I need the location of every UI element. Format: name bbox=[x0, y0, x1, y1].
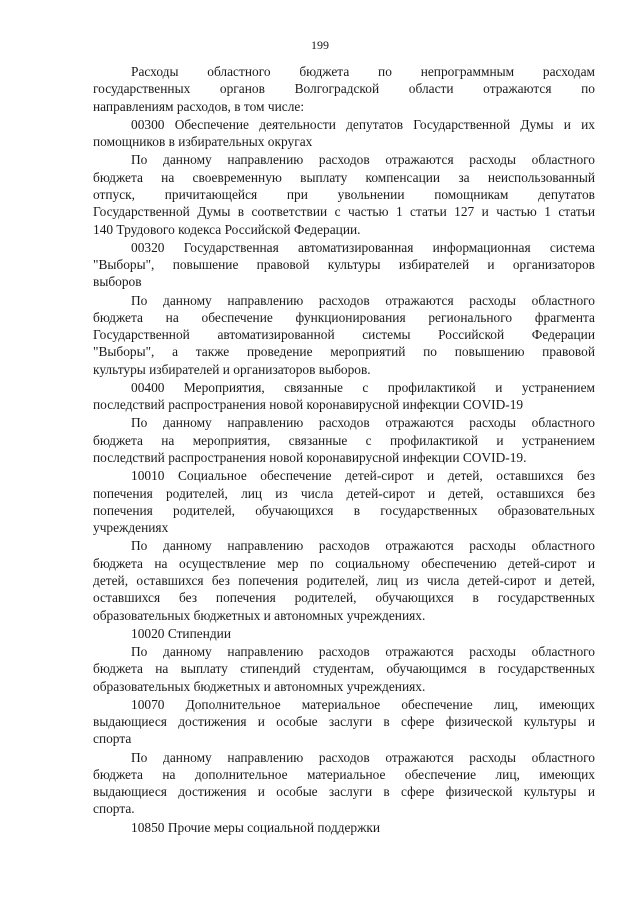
text-line: учреждениях bbox=[93, 520, 169, 536]
text-line: спорта. bbox=[93, 801, 135, 817]
text-line: 00300 Обеспечение деятельности депутатов Государственной Думы и их bbox=[131, 116, 595, 132]
text-line: Государственной Думы в соответствии с частью 1 статьи 127 и частью 1 статьи bbox=[93, 204, 595, 220]
text-line: По данному направлению расходов отражаются расходы областного bbox=[131, 152, 595, 168]
text-line: направлениям расходов, в том числе: bbox=[93, 98, 305, 114]
text-line: По данному направлению расходов отражаются расходы областного bbox=[131, 538, 595, 554]
text-line: 10850 Прочие меры социальной поддержки bbox=[131, 819, 381, 835]
text-line: попечения родителей, лиц из числа детей-сирот и детей, оставшихся без bbox=[93, 485, 595, 501]
text-line: 00400 Мероприятия, связанные с профилактикой и устранением bbox=[131, 379, 595, 395]
text-line: Расходы областного бюджета по непрограммным расходам bbox=[131, 64, 595, 79]
text-line: 10010 Социальное обеспечение детей-сирот и детей, оставшихся без bbox=[131, 468, 595, 484]
text-line: оставшихся без попечения родителей, обучающихся в государственных bbox=[93, 590, 595, 606]
text-line: 00320 Государственная автоматизированная информационная система bbox=[131, 239, 595, 255]
text-line: детей, оставшихся без попечения родителей, лиц из числа детей-сирот и детей, bbox=[93, 572, 595, 588]
text-line: 10070 Дополнительное материальное обеспечение лиц, имеющих bbox=[131, 696, 595, 712]
text-line: последствий распространения новой коронавирусной инфекции COVID-19 bbox=[93, 397, 524, 413]
text-line: "Выборы", повышение правовой культуры избирателей и организаторов bbox=[93, 257, 595, 272]
text-line: бюджета на дополнительное материальное обеспечение лиц, имеющих bbox=[93, 766, 595, 782]
text-line: выдающиеся достижения и особые заслуги в сфере физической культуры и bbox=[93, 784, 595, 800]
text-line: 140 Трудового кодекса Российской Федерации. bbox=[93, 221, 361, 237]
text-line: По данному направлению расходов отражаются расходы областного bbox=[131, 643, 595, 659]
text-line: По данному направлению расходов отражаются расходы областного bbox=[131, 292, 595, 308]
text-line: По данному направлению расходов отражаются расходы областного bbox=[131, 415, 595, 431]
text-line: государственных органов Волгоградской области отражаются по bbox=[93, 81, 595, 97]
text-line: Государственной автоматизированной системы Российской Федерации bbox=[93, 327, 595, 343]
text-line: спорта bbox=[93, 731, 132, 747]
text-line: помощников в избирательных округах bbox=[93, 134, 313, 150]
text-line: образовательных бюджетных и автономных учреждениях. bbox=[93, 607, 426, 623]
text-line: 10020 Стипендии bbox=[131, 625, 232, 641]
text-line: выдающиеся достижения и особые заслуги в сфере физической культуры и bbox=[93, 714, 595, 729]
text-line: бюджета на выплату стипендий студентам, обучающимся в государственных bbox=[93, 661, 595, 677]
text-line: отпуск, причитающейся при увольнении помощникам депутатов bbox=[93, 186, 595, 202]
page-number: 199 bbox=[311, 38, 329, 52]
text-line: По данному направлению расходов отражаются расходы областного bbox=[131, 749, 595, 765]
text-line: "Выборы", а также проведение мероприятий по повышению правовой bbox=[93, 344, 595, 360]
text-line: бюджета на мероприятия, связанные с профилактикой и устранением bbox=[93, 432, 595, 448]
text-line: бюджета на осуществление мер по социальному обеспечению детей-сирот и bbox=[93, 555, 595, 571]
text-line: попечения родителей, обучающихся в государственных образовательных bbox=[93, 502, 595, 518]
text-line: образовательных бюджетных и автономных учреждениях. bbox=[93, 678, 426, 694]
text-line: последствий распространения новой коронавирусной инфекции COVID-19. bbox=[93, 450, 527, 465]
text-line: выборов bbox=[93, 274, 142, 290]
text-line: культуры избирателей и организаторов выборов. bbox=[93, 361, 371, 377]
text-line: бюджета на обеспечение функционирования регионального фрагмента bbox=[93, 309, 595, 325]
text-line: бюджета на своевременную выплату компенсации за неиспользованный bbox=[93, 169, 595, 185]
